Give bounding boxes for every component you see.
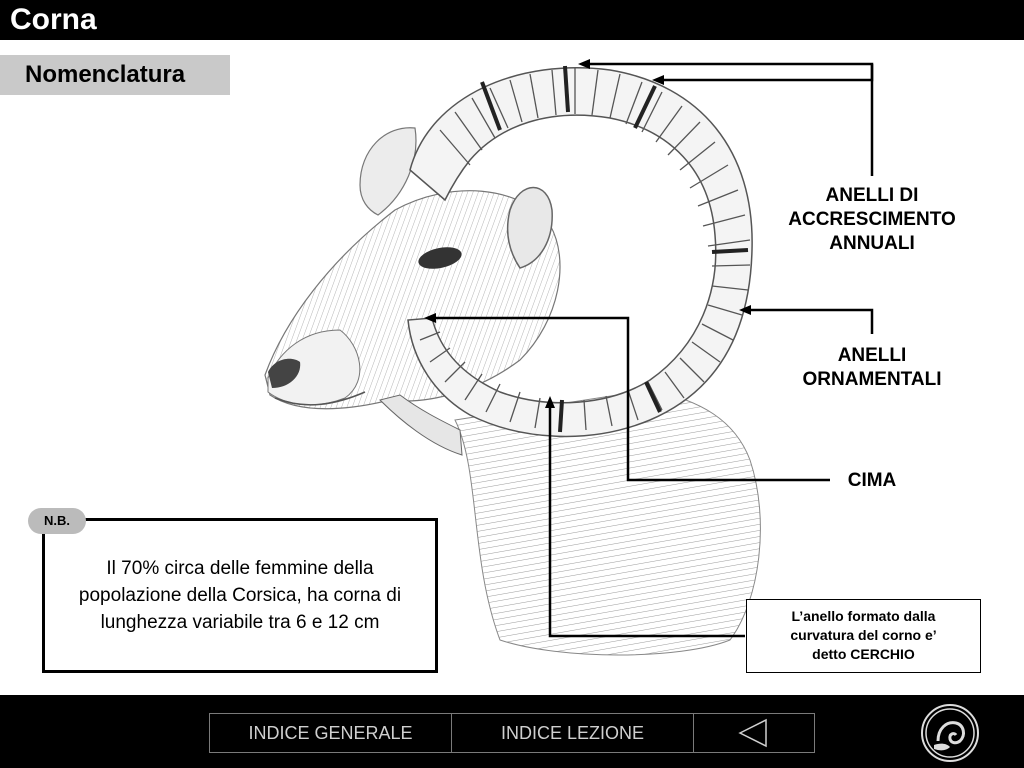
nb-badge: N.B. (28, 508, 86, 534)
circle-note (746, 599, 981, 673)
note-box (42, 518, 438, 673)
label-tip: CIMA (847, 470, 897, 491)
section-label: Nomenclatura (25, 61, 186, 88)
label-growth-rings-line2: ACCRESCIMENTO (788, 209, 956, 230)
triangle-left-icon (736, 717, 772, 749)
circle-note-line3: detto CERCHIO (812, 646, 915, 662)
page-title: Corna (10, 3, 97, 36)
title-bar (0, 0, 1024, 40)
bottom-bar (0, 695, 1024, 768)
label-ornamental-rings (770, 344, 974, 392)
label-growth-rings-line1: ANELLI DI (825, 185, 919, 206)
label-growth-rings (760, 184, 984, 256)
mouflon-head-logo-icon[interactable] (920, 703, 980, 763)
lesson-index-button[interactable]: INDICE LEZIONE (452, 714, 694, 752)
note-text: Il 70% circa delle femmine della popolazione della Corsica, ha corna di lunghezza variabile tra 6 e 12 cm (78, 558, 402, 633)
circle-note-line1: L’anello formato dalla (791, 608, 936, 624)
general-index-button[interactable]: INDICE GENERALE (210, 714, 452, 752)
label-ornamental-rings-line2: ORNAMENTALI (802, 369, 942, 390)
label-growth-rings-line3: ANNUALI (829, 233, 915, 254)
circle-note-line2: curvatura del corno e’ (790, 627, 937, 643)
label-ornamental-rings-line1: ANELLI (837, 345, 907, 366)
back-button[interactable] (694, 714, 814, 752)
bottom-nav (209, 713, 815, 753)
